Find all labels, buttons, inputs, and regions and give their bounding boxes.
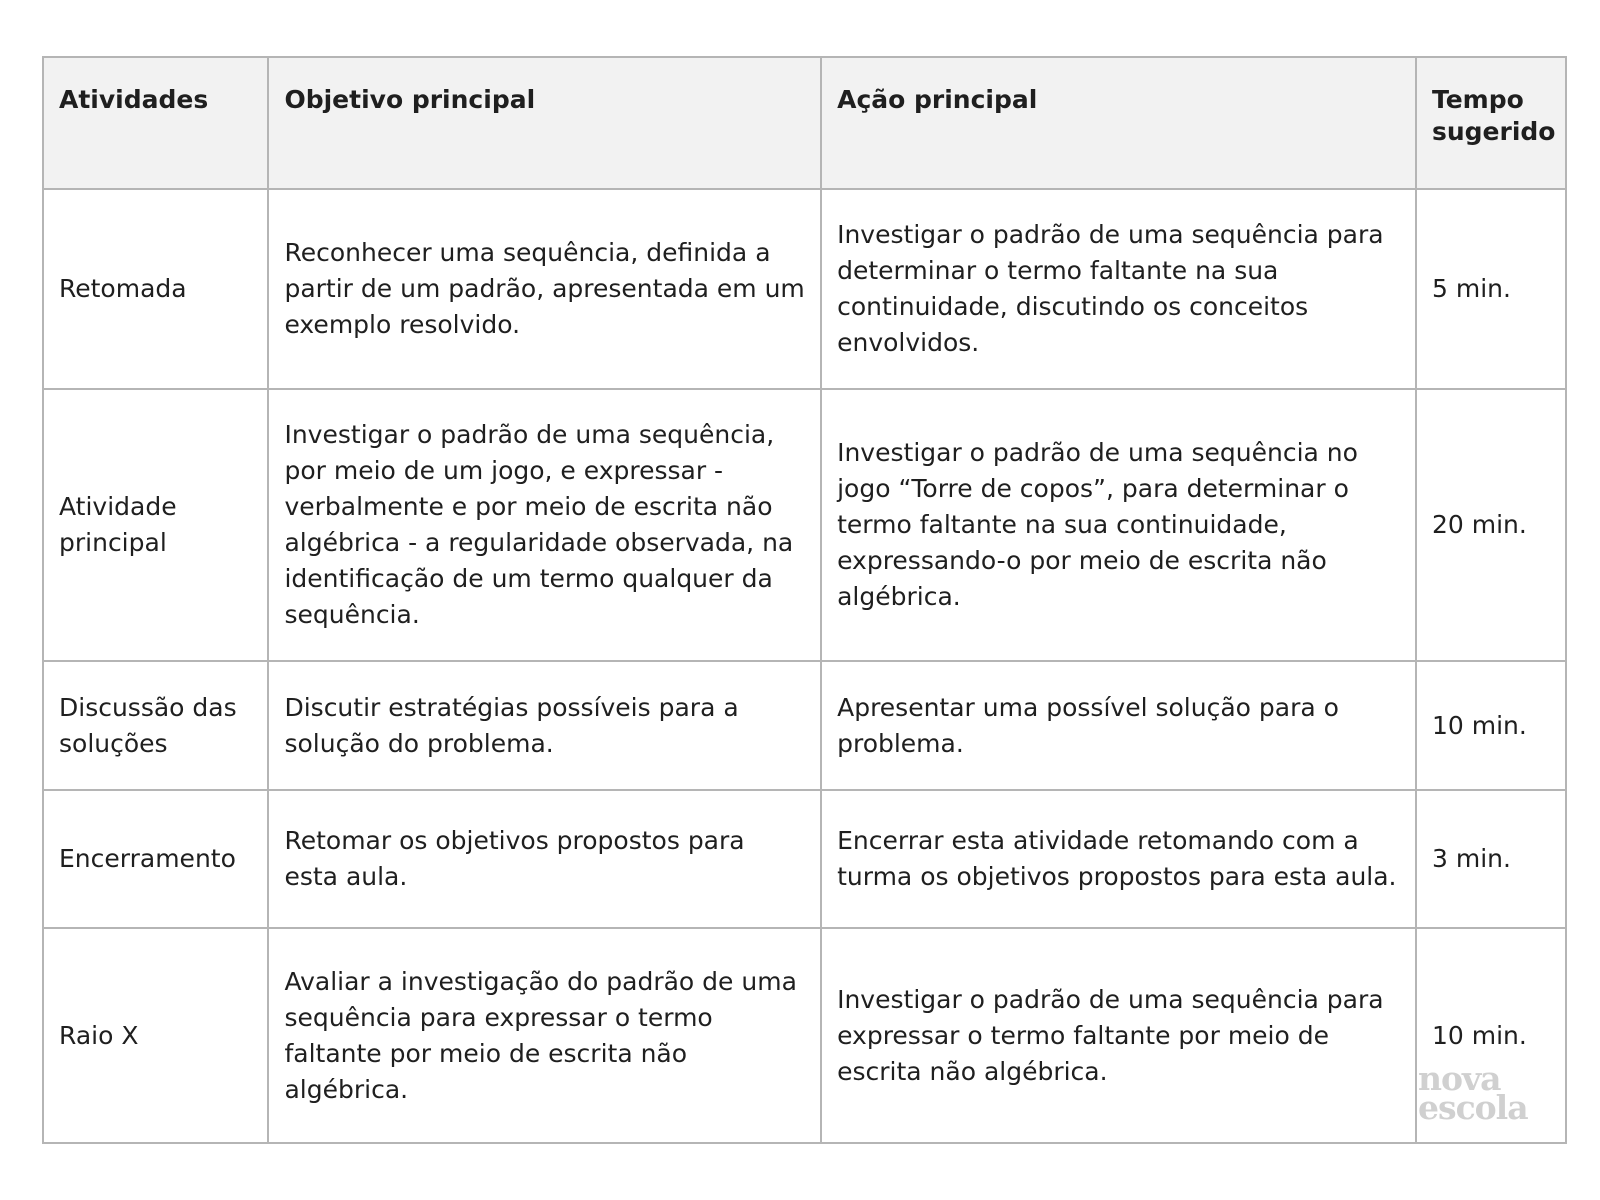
cell-objetivo: Retomar os objetivos propostos para esta aula. (268, 790, 821, 928)
table-row (43, 389, 1566, 661)
cell-atividade: Retomada (43, 189, 268, 389)
lesson-plan-table-container (42, 56, 1567, 1144)
cell-atividade: Discussão das soluções (43, 661, 268, 790)
header-objetivo-principal: Objetivo principal (268, 57, 821, 189)
cell-objetivo: Reconhecer uma sequência, definida a partir de um padrão, apresentada em um exemplo resolvido. (268, 189, 821, 389)
logo-line-nova: nova (1418, 1059, 1501, 1098)
nova-escola-watermark-logo (1418, 1059, 1528, 1127)
header-atividades: Atividades (43, 57, 268, 189)
cell-acao: Investigar o padrão de uma sequência para determinar o termo faltante na sua continuidade, discutindo os conceitos envolvidos. (821, 189, 1416, 389)
cell-tempo: 10 min. (1416, 928, 1566, 1143)
cell-acao: Investigar o padrão de uma sequência no jogo “Torre de copos”, para determinar o termo faltante na sua continuidade, expressando-o por meio de escrita não algébrica. (821, 389, 1416, 661)
cell-acao: Investigar o padrão de uma sequência para expressar o termo faltante por meio de escrita não algébrica. (821, 928, 1416, 1143)
table-row (43, 790, 1566, 928)
table-row (43, 189, 1566, 389)
cell-acao: Apresentar uma possível solução para o problema. (821, 661, 1416, 790)
cell-objetivo: Investigar o padrão de uma sequência, por meio de um jogo, e expressar - verbalmente e por meio de escrita não algébrica - a regularidade observada, na identificação de um termo qualquer da sequência. (268, 389, 821, 661)
cell-tempo: 10 min. (1416, 661, 1566, 790)
header-tempo-sugerido: Tempo sugerido (1416, 57, 1566, 189)
cell-tempo: 20 min. (1416, 389, 1566, 661)
cell-atividade: Atividade principal (43, 389, 268, 661)
header-acao-principal: Ação principal (821, 57, 1416, 189)
cell-tempo: 3 min. (1416, 790, 1566, 928)
cell-tempo: 5 min. (1416, 189, 1566, 389)
lesson-plan-table (42, 56, 1567, 1144)
table-header (43, 57, 1566, 189)
cell-atividade: Raio X (43, 928, 268, 1143)
table-body (43, 189, 1566, 1143)
header-row (43, 57, 1566, 189)
cell-acao: Encerrar esta atividade retomando com a turma os objetivos propostos para esta aula. (821, 790, 1416, 928)
logo-line-escola: escola (1418, 1088, 1528, 1127)
table-row (43, 928, 1566, 1143)
cell-atividade: Encerramento (43, 790, 268, 928)
table-row (43, 661, 1566, 790)
cell-objetivo: Discutir estratégias possíveis para a solução do problema. (268, 661, 821, 790)
cell-objetivo: Avaliar a investigação do padrão de uma sequência para expressar o termo faltante por meio de escrita não algébrica. (268, 928, 821, 1143)
